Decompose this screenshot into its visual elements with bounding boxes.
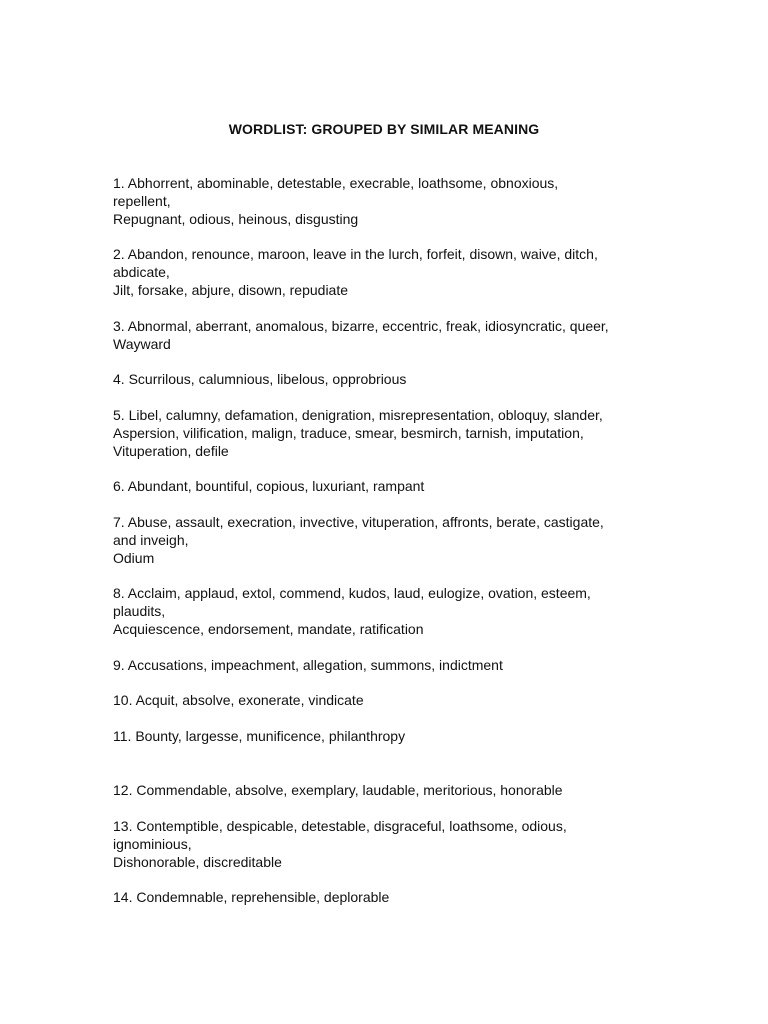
entry-line: 6. Abundant, bountiful, copious, luxuriant, rampant	[113, 478, 425, 494]
entry-line: Aspersion, vilification, malign, traduce, smear, besmirch, tarnish, imputation,	[113, 424, 584, 441]
entry-line: 13. Contemptible, despicable, detestable, disgraceful, loathsome, odious,	[113, 818, 567, 834]
wordlist-entry-9	[113, 657, 673, 675]
entry-line: Dishonorable, discreditable	[113, 853, 282, 870]
wordlist-entry-7	[113, 514, 673, 567]
entry-line: Odium	[113, 549, 155, 566]
wordlist-entry-12	[113, 782, 673, 800]
wordlist-entry-2	[113, 246, 673, 299]
entry-line: abdicate,	[113, 263, 170, 280]
entry-line: 12. Commendable, absolve, exemplary, laudable, meritorious, honorable	[113, 782, 563, 798]
entry-line: Vituperation, defile	[113, 442, 229, 459]
wordlist-entry-13	[113, 818, 673, 871]
entry-line: 9. Accusations, impeachment, allegation, summons, indictment	[113, 657, 503, 673]
entry-line: 7. Abuse, assault, execration, invective, vituperation, affronts, berate, castigate,	[113, 514, 604, 530]
wordlist-entry-5	[113, 407, 673, 460]
entry-line: 11. Bounty, largesse, munificence, philanthropy	[113, 728, 406, 744]
entry-line: 10. Acquit, absolve, exonerate, vindicate	[113, 692, 364, 708]
entry-line: Jilt, forsake, abjure, disown, repudiate	[113, 281, 349, 298]
entry-line: 2. Abandon, renounce, maroon, leave in the lurch, forfeit, disown, waive, ditch,	[113, 246, 598, 262]
entry-line: ignominious,	[113, 835, 192, 852]
entry-line: 3. Abnormal, aberrant, anomalous, bizarre, eccentric, freak, idiosyncratic, queer,	[113, 318, 609, 334]
document-title: WORDLIST: GROUPED BY SIMILAR MEANING	[228, 121, 540, 137]
entry-line: 8. Acclaim, applaud, extol, commend, kudos, laud, eulogize, ovation, esteem,	[113, 585, 591, 601]
entry-line: 4. Scurrilous, calumnious, libelous, opprobrious	[113, 371, 407, 387]
wordlist-entry-4	[113, 371, 673, 389]
wordlist-entry-8	[113, 585, 673, 638]
entry-line: 14. Condemnable, reprehensible, deplorable	[113, 889, 390, 905]
entry-line: Acquiescence, endorsement, mandate, ratification	[113, 620, 424, 637]
wordlist-entry-3	[113, 318, 673, 354]
wordlist-entry-14	[113, 889, 673, 907]
wordlist-entry-1	[113, 175, 673, 228]
wordlist-entry-10	[113, 692, 673, 710]
entry-line: repellent,	[113, 192, 171, 209]
wordlist-entry-11	[113, 728, 673, 746]
entry-line: 1. Abhorrent, abominable, detestable, execrable, loathsome, obnoxious,	[113, 175, 559, 191]
entry-line: Wayward	[113, 335, 171, 352]
entry-line: plaudits,	[113, 602, 166, 619]
wordlist-entry-6	[113, 478, 673, 496]
entry-line: 5. Libel, calumny, defamation, denigration, misrepresentation, obloquy, slander,	[113, 407, 603, 423]
entry-line: and inveigh,	[113, 531, 189, 548]
entry-line: Repugnant, odious, heinous, disgusting	[113, 210, 359, 227]
